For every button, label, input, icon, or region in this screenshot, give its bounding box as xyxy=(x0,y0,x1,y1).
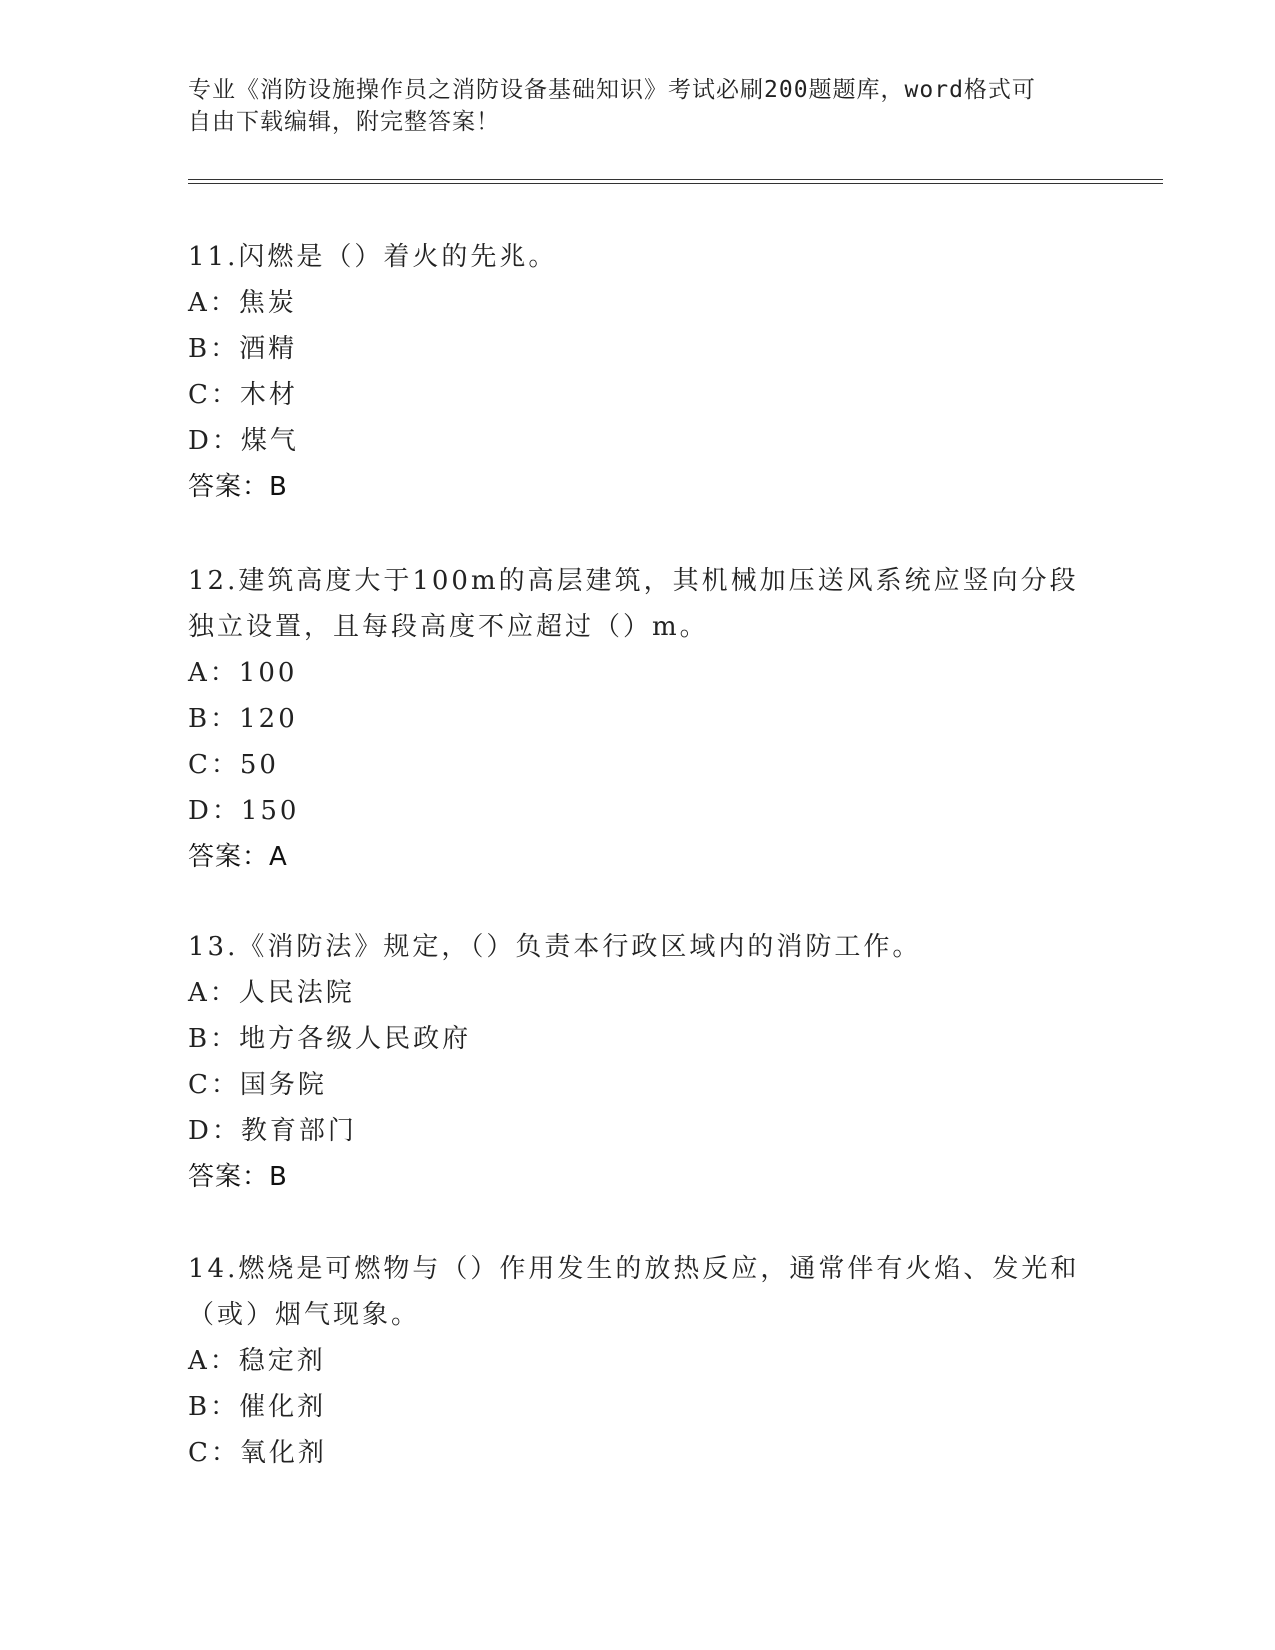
option-d: D：煤气 xyxy=(188,426,299,456)
option-c: C：木材 xyxy=(188,380,298,410)
option-a: A：人民法院 xyxy=(188,978,355,1008)
option-a: A：稳定剂 xyxy=(188,1346,326,1376)
option-b: B：120 xyxy=(188,704,298,734)
answer-line: 答案：B xyxy=(188,472,288,502)
header-title-line-1: 专业《消防设施操作员之消防设备基础知识》考试必刷200题题库，word格式可 xyxy=(188,77,1036,103)
option-a: A：焦炭 xyxy=(188,288,297,318)
option-c: C：国务院 xyxy=(188,1070,327,1100)
question-12 xyxy=(188,558,1088,880)
header-divider-bottom xyxy=(188,183,1163,184)
question-stem: 13.《消防法》规定，（）负责本行政区域内的消防工作。 xyxy=(188,932,922,962)
question-stem-line-1: 14.燃烧是可燃物与（）作用发生的放热反应，通常伴有火焰、发光和 xyxy=(188,1254,1080,1284)
option-b: B：酒精 xyxy=(188,334,298,364)
option-b: B：地方各级人民政府 xyxy=(188,1024,472,1054)
document-header xyxy=(188,74,1068,138)
question-13 xyxy=(188,924,1088,1200)
question-stem-line-2: 独立设置，且每段高度不应超过（）m。 xyxy=(188,612,709,642)
header-title-line-2: 自由下载编辑，附完整答案！ xyxy=(188,109,500,135)
option-b: B：催化剂 xyxy=(188,1392,327,1422)
option-d: D：教育部门 xyxy=(188,1116,357,1146)
header-divider-top xyxy=(188,179,1163,180)
option-c: C：氧化剂 xyxy=(188,1438,327,1468)
option-c: C：50 xyxy=(188,750,279,780)
question-stem-line-1: 12.建筑高度大于100m的高层建筑，其机械加压送风系统应竖向分段 xyxy=(188,566,1079,596)
question-stem: 11.闪燃是（）着火的先兆。 xyxy=(188,242,558,272)
answer-line: 答案：A xyxy=(188,842,288,872)
option-d: D：150 xyxy=(188,796,300,826)
question-stem-line-2: （或）烟气现象。 xyxy=(188,1300,421,1330)
answer-line: 答案：B xyxy=(188,1162,288,1192)
question-11 xyxy=(188,234,1088,510)
option-a: A：100 xyxy=(188,658,298,688)
question-14 xyxy=(188,1246,1088,1476)
